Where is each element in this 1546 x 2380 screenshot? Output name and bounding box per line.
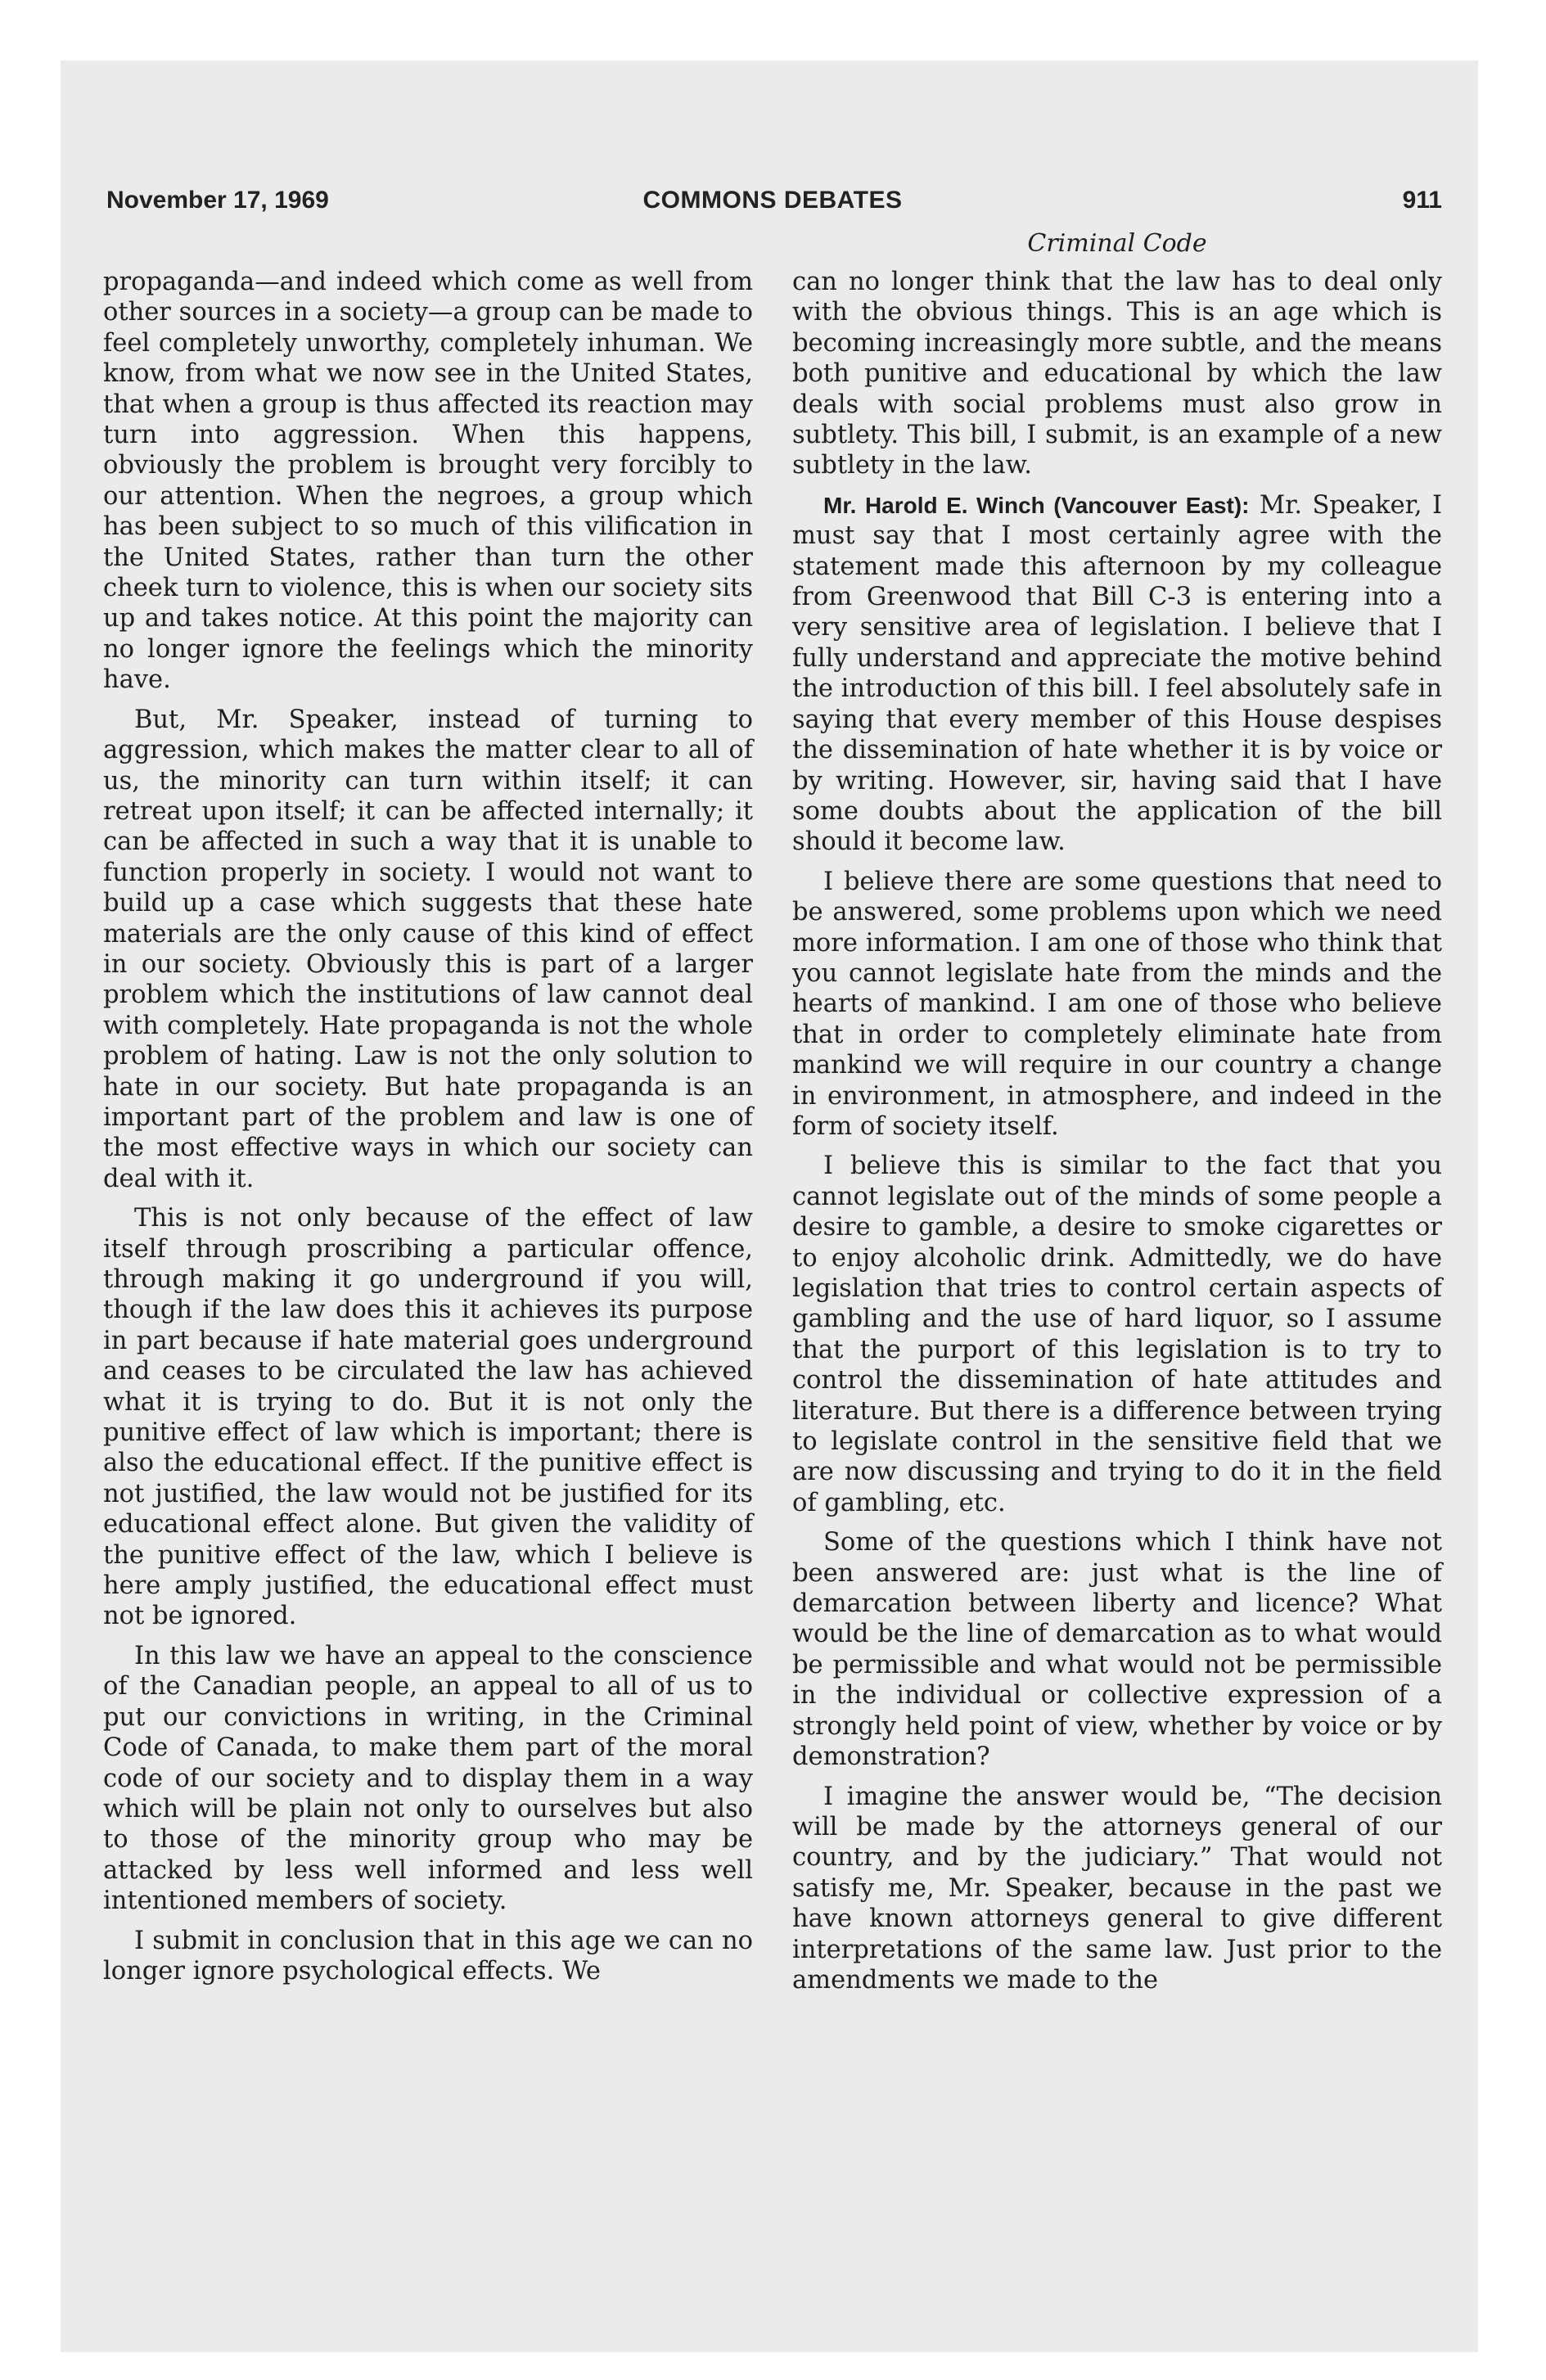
paragraph: But, Mr. Speaker, instead of turning to aggression, which makes the matter clear to all of us, the minority can turn within itself; it can retreat upon itself; it can be affected internally; it can be affected in such a way that it is unable to function properly in society. I would not want to build up a case which suggests that these hate materials are the only cause of this kind of effect in our society. Obviously this is part of a larger problem which the institutions of law cannot deal with completely. Hate propaganda is not the whole problem of hating. Law is not the only solution to hate in our society. But hate propaganda is an important part of the problem and law is one of the most effective ways in which our society can deal with it. <box>103 705 753 1193</box>
header-date: November 17, 1969 <box>106 187 329 214</box>
speaker-paragraph <box>792 490 1442 858</box>
paragraph: I believe this is similar to the fact that you cannot legislate out of the minds of some people a desire to gamble, a desire to smoke cigarettes or to enjoy alcoholic drink. Admittedly, we do have legislation that tries to control certain aspects of gambling and the use of hard liquor, so I assume that the purport of this legislation is to try to control the dissemination of hate attitudes and literature. But there is a difference between trying to legislate control in the sensitive field that we are now discussing and trying to do it in the field of gambling, etc. <box>792 1152 1442 1517</box>
paragraph: This is not only because of the effect of law itself through proscribing a particular offence, through making it go underground if you will, though if the law does this it achieves its purpose in part because if hate material goes underground and ceases to be circulated the law has achieved what it is trying to do. But it is not only the punitive effect of law which is important; there is also the educational effect. If the punitive effect is not justified, the law would not be justified for its educational effect alone. But given the validity of the punitive effect of the law, which I believe is here amply justified, the educational effect must not be ignored. <box>103 1204 753 1631</box>
paragraph: Some of the questions which I think have not been answered are: just what is the line of demarcation between liberty and licence? What would be the line of demarcation as to what would be permissible and what would not be permissible in the individual or collective expression of a strongly held point of view, whether by voice or by demonstration? <box>792 1528 1442 1772</box>
paragraph: In this law we have an appeal to the conscience of the Canadian people, an appeal to all of us to put our convictions in writing, in the Criminal Code of Canada, to make them part of the moral code of our society and to display them in a way which will be plain not only to ourselves but also to those of the minority group who may be attacked by less well informed and less well intentioned members of society. <box>103 1641 753 1916</box>
paragraph: I submit in conclusion that in this age we can no longer ignore psychological effects. We <box>103 1926 753 1986</box>
paragraph: propaganda—and indeed which come as well from other sources in a society—a group can be made to feel completely unworthy, completely inhuman. We know, from what we now see in the United States, that when a group is thus affected its reaction may turn into aggression. When this happens, obviously the problem is brought very forcibly to our attention. When the negroes, a group which has been subject to so much of this vilification in the United States, rather than turn the other cheek turn to violence, this is when our society sits up and takes notice. At this point the majority can no longer ignore the feelings which the minority have. <box>103 268 753 695</box>
header-publication: COMMONS DEBATES <box>642 187 903 214</box>
paragraph: I imagine the answer would be, “The decision will be made by the attorneys general of our country, and by the judiciary.” That would not satisfy me, Mr. Speaker, because in the past we have known attorneys general to give different interpretations of the same law. Just prior to the amendments we made to the <box>792 1782 1442 1995</box>
paragraph: I believe there are some questions that need to be answered, some problems upon which we need more information. I am one of those who think that you cannot legislate hate from the minds and the hearts of mankind. I am one of those who believe that in order to completely eliminate hate from mankind we will require in our country a change in environment, in atmosphere, and indeed in the form of society itself. <box>792 867 1442 1141</box>
document-page <box>103 187 1442 1995</box>
section-title: Criminal Code <box>1027 229 1207 258</box>
header-page-number: 911 <box>1402 187 1442 214</box>
speaker-text: Mr. Speaker, I must say that I most certainly agree with the statement made this afternoon by my colleague from Greenwood that Bill C-3 is entering into a very sensitive area of legislation. I believe that I fully understand and appreciate the motive behind the introduction of this bill. I feel absolutely safe in saying that every member of this House despises the dissemination of hate whether it is by voice or by writing. However, sir, having said that I have some doubts about the application of the bill should it become law. <box>792 490 1442 857</box>
paragraph: can no longer think that the law has to deal only with the obvious things. This is an age which is becoming increasingly more subtle, and the means both punitive and educational by which the law deals with social problems must also grow in subtlety. This bill, I submit, is an example of a new subtlety in the law. <box>792 268 1442 480</box>
speaker-name: Mr. Harold E. Winch (Vancouver East): <box>823 492 1250 518</box>
page-header <box>103 187 1442 226</box>
left-column <box>103 267 753 1995</box>
right-column <box>792 226 1442 2004</box>
